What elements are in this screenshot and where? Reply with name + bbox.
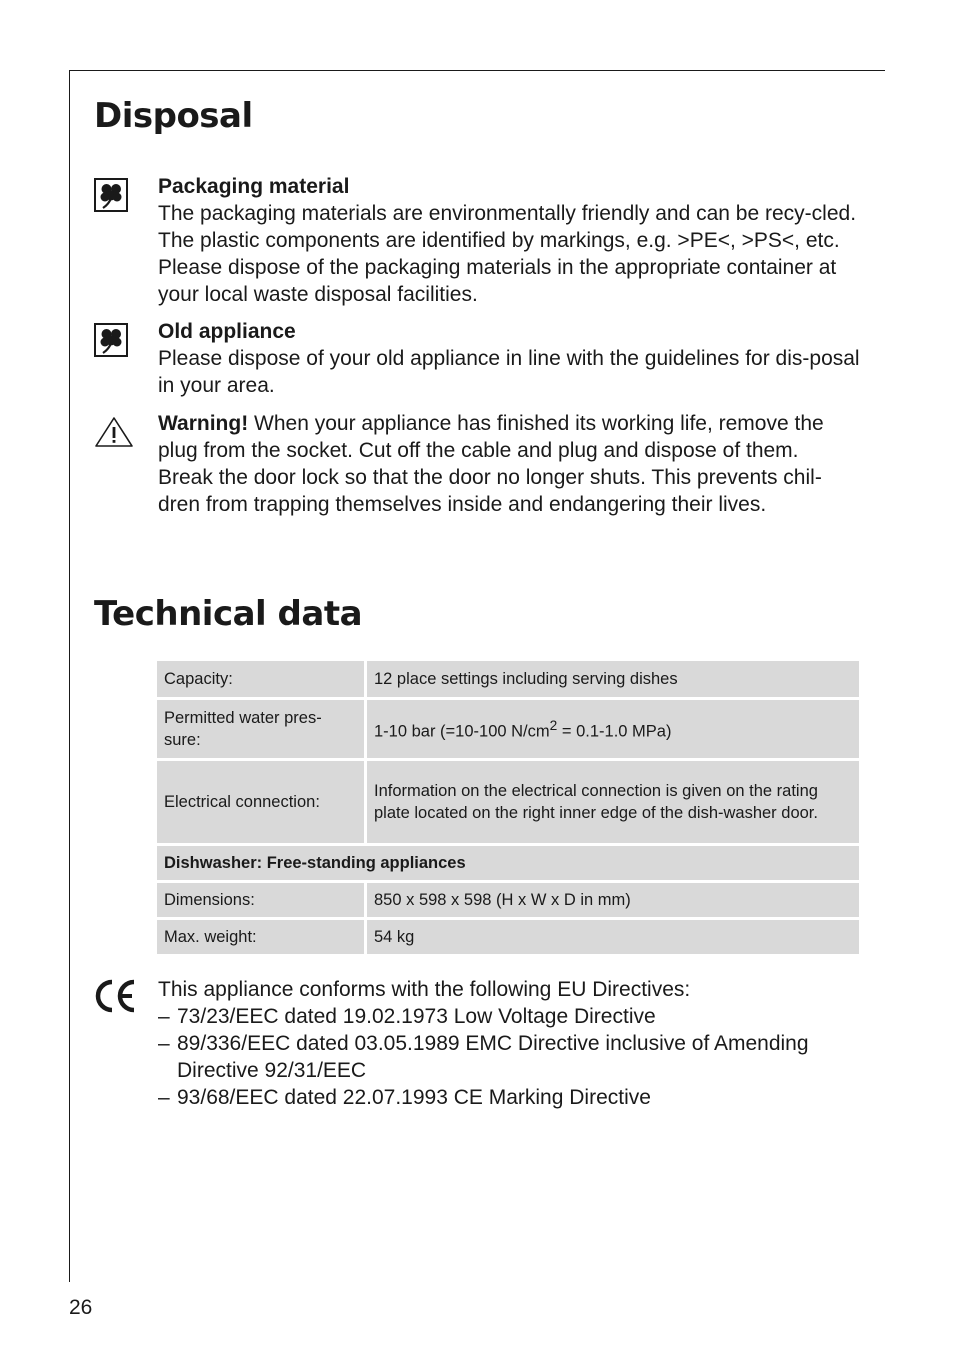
list-dash: – [158, 1086, 170, 1109]
warning-section [158, 410, 863, 518]
directive-text: 89/336/EEC dated 03.05.1989 EMC Directive inclusive of Amending Directive 92/31/EEC [177, 1032, 809, 1082]
table-label-cell: Capacity: [157, 661, 367, 700]
list-item [158, 1003, 863, 1030]
table-row [157, 661, 859, 700]
pressure-value-suffix: = 0.1-1.0 MPa) [557, 722, 672, 741]
list-dash: – [158, 1032, 170, 1055]
old-appliance-title: Old appliance [158, 320, 296, 343]
packaging-material-text: The packaging materials are environmentally friendly and can be recy-cled. The plastic components are identified by markings, e.g. >PE<, >PS<, etc. Please dispose of the packaging materials in the appropriate container at your local waste disposal facilities. [158, 202, 857, 306]
eu-directives-section [158, 976, 863, 1111]
page-number: 26 [69, 1296, 93, 1319]
table-value-cell: 12 place settings including serving dishes [367, 661, 859, 700]
disposal-heading: Disposal [94, 96, 253, 136]
list-item [158, 1030, 863, 1084]
table-row [157, 846, 859, 883]
list-item [158, 1084, 863, 1111]
table-row [157, 883, 859, 920]
door-lock-text: Break the door lock so that the door no longer shuts. This prevents chil-dren from trapping themselves inside and endangering their lives. [158, 466, 822, 516]
table-value-cell: Information on the electrical connection is given on the rating plate located on the right inner edge of the dish-washer door. [367, 761, 859, 846]
table-row [157, 700, 859, 761]
table-label-cell: Max. weight: [157, 920, 367, 957]
directive-text: 73/23/EEC dated 19.02.1973 Low Voltage Directive [177, 1005, 656, 1028]
packaging-material-title: Packaging material [158, 175, 350, 198]
table-value-cell: 54 kg [367, 920, 859, 957]
eu-intro-text: This appliance conforms with the following EU Directives: [158, 978, 691, 1001]
table-section-header: Dishwasher: Free-standing appliances [157, 846, 859, 883]
table-row [157, 920, 859, 957]
table-label-cell: Electrical connection: [157, 761, 367, 846]
environment-clover-icon [94, 178, 128, 216]
pressure-value-superscript: 2 [549, 718, 558, 734]
packaging-material-section [158, 173, 863, 308]
old-appliance-section [158, 318, 863, 399]
table-label-cell: Permitted water pres-sure: [157, 700, 367, 761]
warning-paragraph [158, 410, 863, 464]
ce-mark-icon [94, 978, 138, 1018]
warning-label: Warning! [158, 412, 249, 435]
technical-data-heading: Technical data [94, 594, 363, 634]
technical-data-table [157, 661, 859, 957]
table-row [157, 761, 859, 846]
table-value-cell: 850 x 598 x 598 (H x W x D in mm) [367, 883, 859, 920]
directive-text: 93/68/EEC dated 22.07.1993 CE Marking Directive [177, 1086, 651, 1109]
list-dash: – [158, 1005, 170, 1028]
old-appliance-text: Please dispose of your old appliance in line with the guidelines for dis-posal in your area. [158, 347, 860, 397]
table-label-cell: Dimensions: [157, 883, 367, 920]
warning-text: When your appliance has finished its working life, remove the plug from the socket. Cut off the cable and plug and dispose of them. [158, 412, 824, 462]
page-frame-left-rule [69, 70, 70, 1282]
warning-triangle-icon [94, 416, 134, 452]
table-value-cell [367, 700, 859, 761]
pressure-value-prefix: 1-10 bar (=10-100 N/cm [374, 722, 550, 741]
environment-clover-icon [94, 323, 128, 361]
page-frame-top-rule [69, 70, 885, 71]
